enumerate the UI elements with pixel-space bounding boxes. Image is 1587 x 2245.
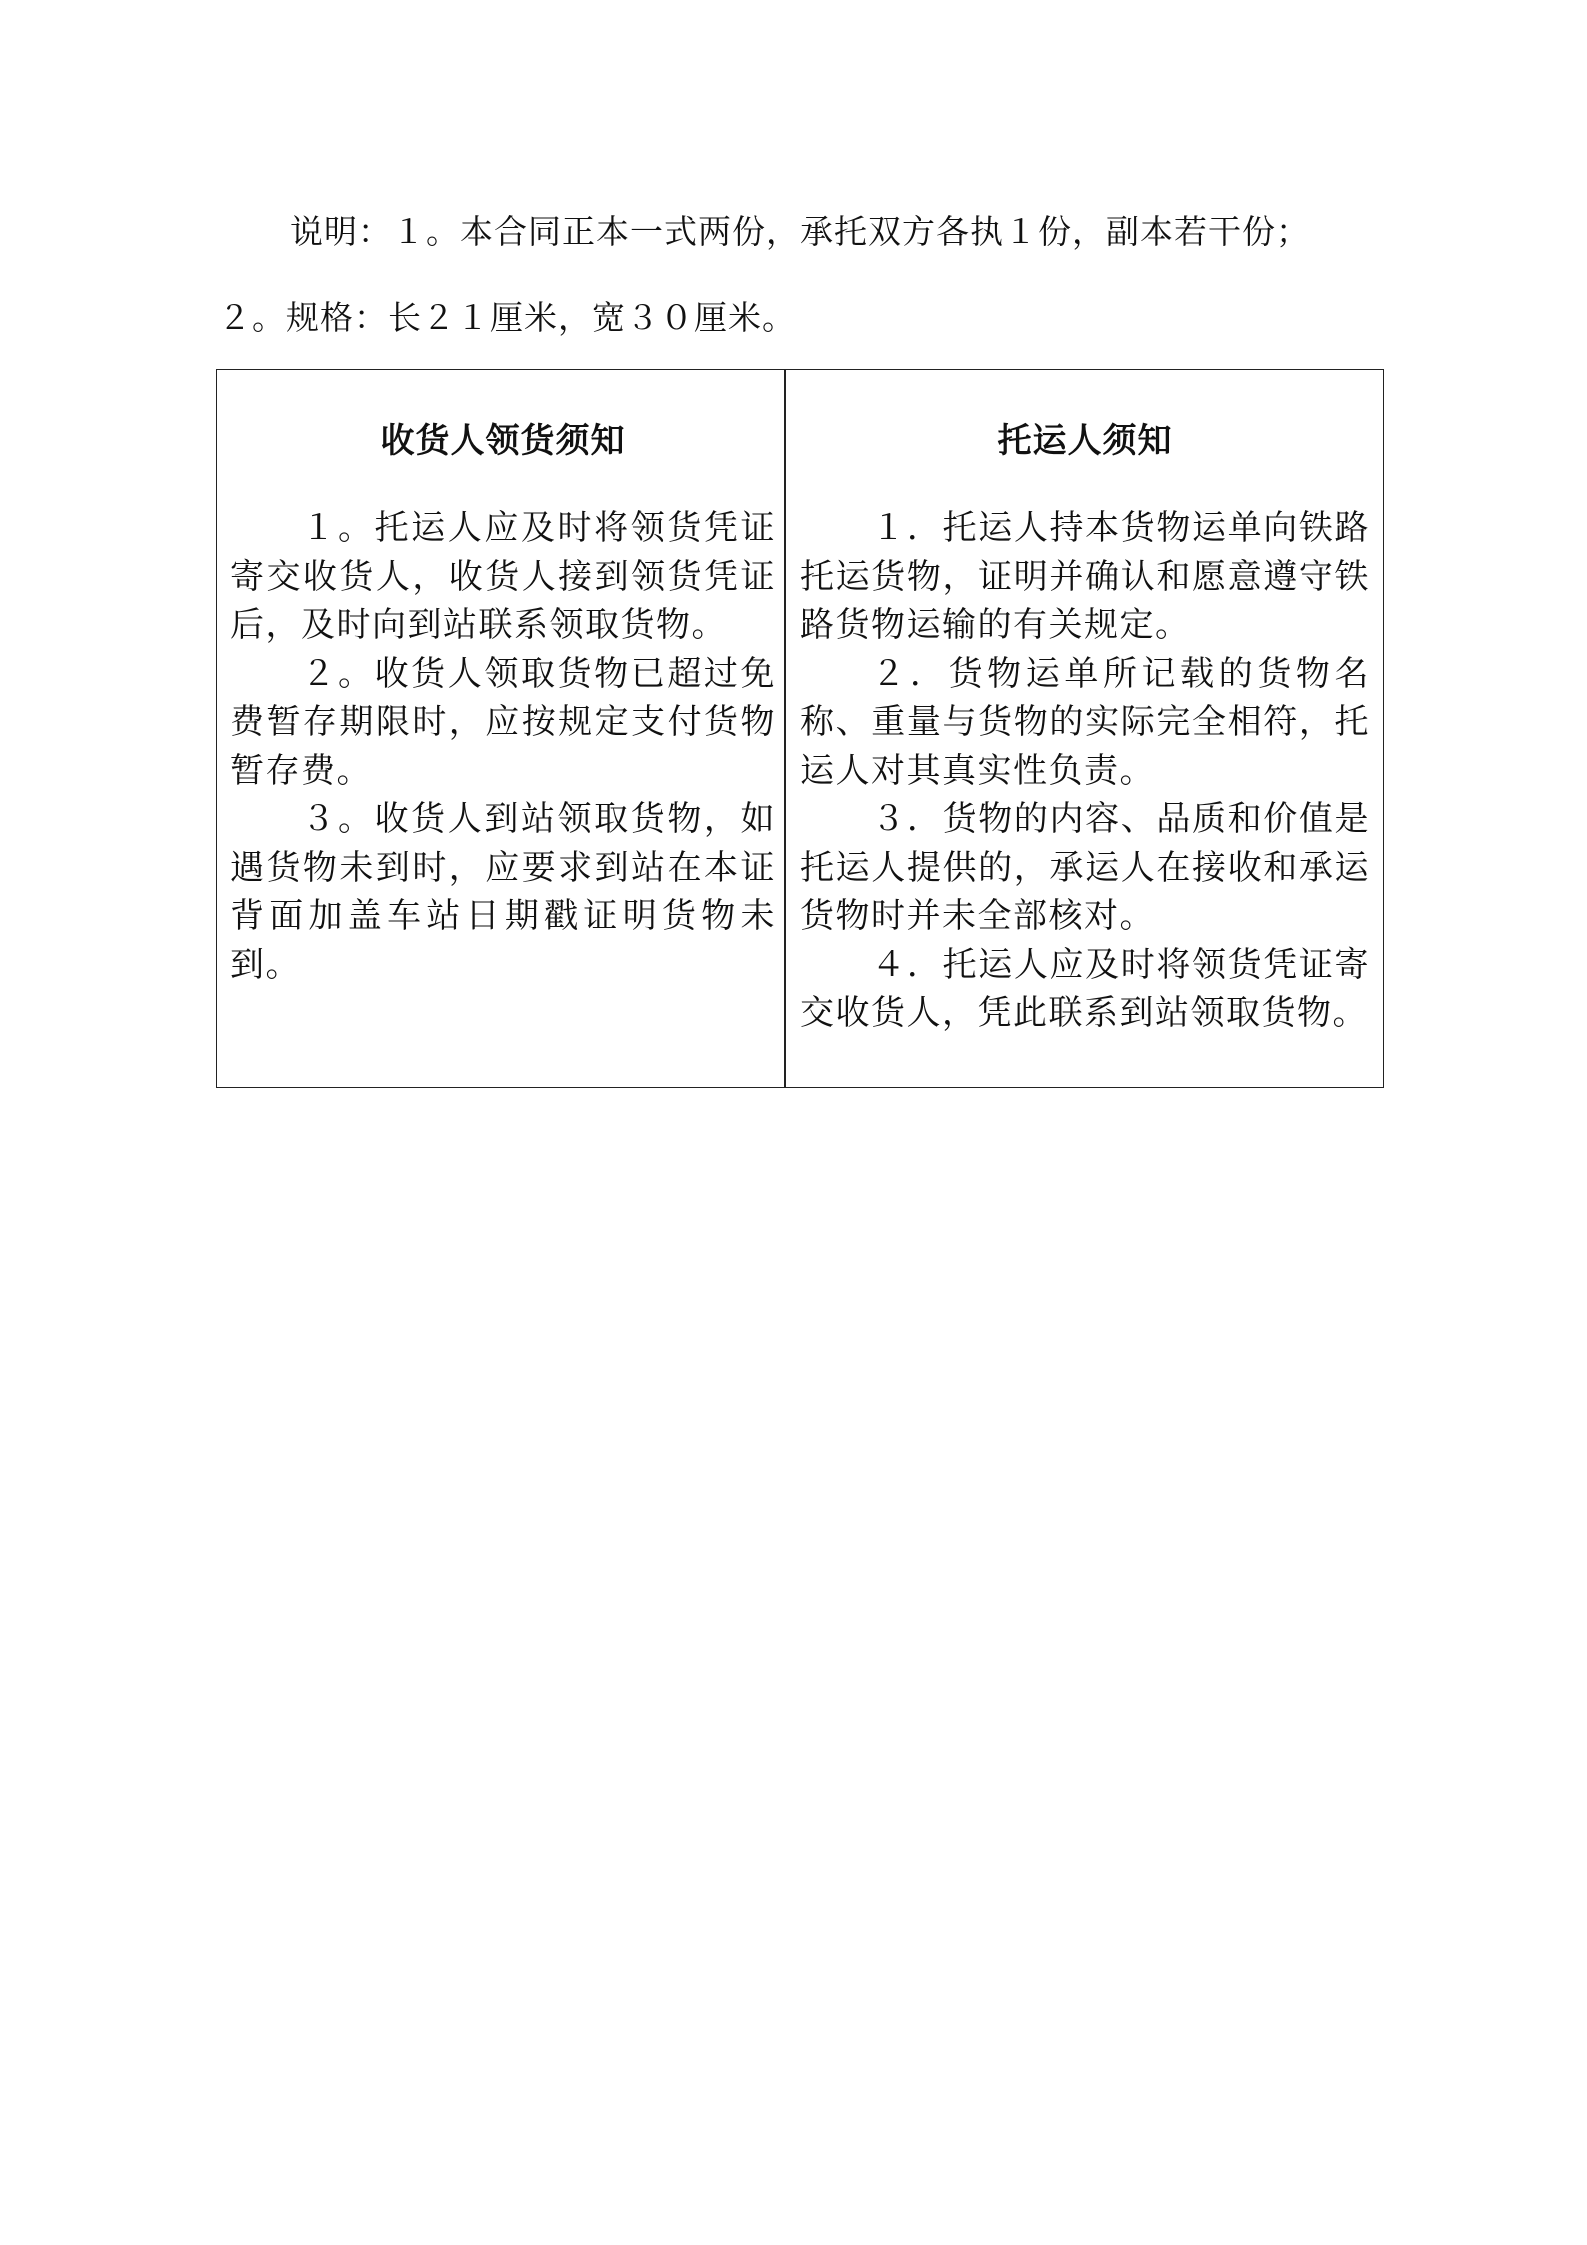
shipper-notice-item-4: ４．托运人应及时将领货凭证寄交收货人，凭此联系到站领取货物。 [800,944,1370,1033]
shipper-notice-item-1: １．托运人持本货物运单向铁路托运货物，证明并确认和愿意遵守铁路货物运输的有关规定。 [800,508,1370,645]
consignee-notice-item-2: ２。收货人领取货物已超过免费暂存期限时，应按规定支付货物暂存费。 [230,653,776,791]
shipper-notice-body [800,504,1370,1038]
shipper-notice-item-2: ２．货物运单所记载的货物名称、重量与货物的实际完全相符，托运人对其真实性负责。 [800,653,1370,791]
consignee-notice-body [230,504,776,989]
shipper-notice-title: 托运人须知 [997,421,1173,461]
note-line-2: ２。规格：长２１厘米，宽３０厘米。 [218,298,796,337]
shipper-notice-item-3: ３．货物的内容、品质和价值是托运人提供的，承运人在接收和承运货物时并未全部核对。 [800,799,1370,936]
consignee-notice-column [230,369,776,1088]
note-line-1: 说明：１。本合同正本一式两份，承托双方各执１份，副本若干份； [290,212,1310,251]
consignee-notice-item-3: ３。收货人到站领取货物，如遇货物未到时，应要求到站在本证背面加盖车站日期戳证明货物未到。 [230,799,776,985]
table-column-divider [784,369,786,1088]
shipper-notice-column [800,369,1370,1088]
consignee-notice-title: 收货人领货须知 [380,421,626,461]
consignee-notice-item-1: １。托运人应及时将领货凭证寄交收货人，收货人接到领货凭证后，及时向到站联系领取货物。 [230,508,776,645]
